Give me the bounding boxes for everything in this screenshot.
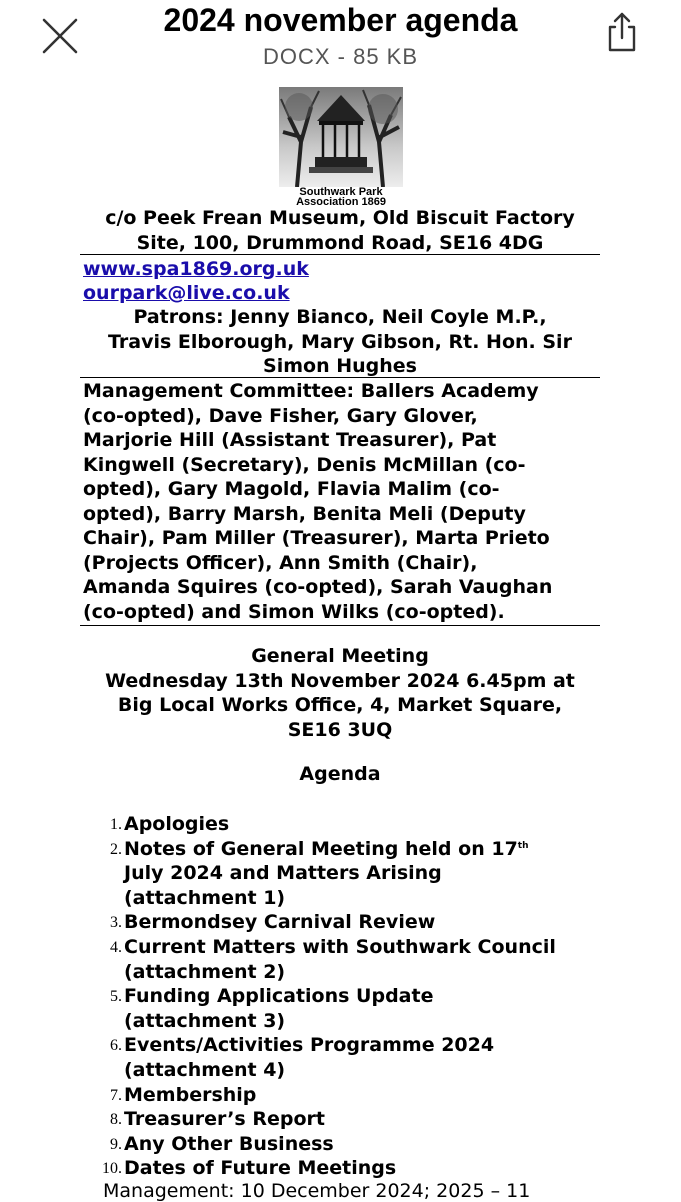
agenda-item: 3. Bermondsey Carnival Review	[110, 911, 436, 934]
share-button[interactable]	[600, 10, 644, 56]
committee-line: Kingwell (Secretary), Denis McMillan (co-	[83, 453, 526, 476]
agenda-item: 9. Any Other Business	[110, 1132, 334, 1155]
agenda-list	[94, 812, 600, 1181]
committee-line: opted), Barry Marsh, Benita Meli (Deputy	[83, 502, 526, 525]
patrons-block	[80, 305, 600, 379]
agenda-heading: Agenda	[299, 763, 381, 785]
patrons-line: Simon Hughes	[263, 355, 417, 377]
meeting-line: Big Local Works Office, 4, Market Square,	[117, 694, 563, 716]
meeting-line: SE16 3UQ	[287, 718, 393, 741]
address-line: Site, 100, Drummond Road, SE16 4DG	[136, 231, 544, 254]
website-link[interactable]: www.spa1869.org.uk	[83, 258, 309, 280]
committee-line: Marjorie Hill (Assistant Treasurer), Pat	[83, 429, 497, 451]
document-title: 2024 november agenda	[163, 2, 518, 38]
agenda-item: 2. Notes of General Meeting held on 17th July 2024 and Matters Arising (attachment 1)	[110, 837, 529, 909]
committee-line: Amanda Squires (co-opted), Sarah Vaughan	[83, 576, 553, 598]
agenda-item: 10. Dates of Future Meetings	[102, 1157, 397, 1180]
logo-caption	[279, 187, 403, 207]
committee-line: Management Committee: Ballers Academy	[83, 380, 539, 402]
meeting-title: General Meeting	[251, 645, 429, 667]
divider	[80, 377, 600, 378]
agenda-item: 1. Apologies	[110, 813, 230, 835]
logo-caption-line2: Association 1869	[296, 196, 386, 208]
document-header	[0, 0, 681, 78]
divider	[80, 625, 600, 626]
patrons-line: Travis Elborough, Mary Gibson, Rt. Hon. Sir	[108, 330, 572, 353]
committee-line: opted), Gary Magold, Flavia Malim (co-	[83, 478, 500, 500]
patrons-line: Patrons: Jenny Bianco, Neil Coyle M.P.,	[133, 306, 547, 328]
agenda-item: 8. Treasurer’s Report	[110, 1108, 325, 1131]
share-icon	[600, 10, 644, 56]
agenda-item: 7. Membership	[110, 1083, 257, 1106]
agenda-item: 5. Funding Applications Update (attachment 3)	[110, 985, 434, 1032]
agenda-item: 6. Events/Activities Programme 2024 (attachment 4)	[110, 1034, 495, 1081]
committee-line: (Projects Officer), Ann Smith (Chair),	[83, 551, 478, 574]
bandstand-tree-logo-image	[279, 87, 403, 187]
meeting-line: Wednesday 13th November 2024 6.45pm at	[105, 669, 575, 692]
divider	[80, 254, 600, 255]
address-block	[80, 206, 600, 255]
footer-partial-line: Management: 10 December 2024; 2025 – 11	[103, 1180, 531, 1202]
meeting-block	[80, 644, 600, 742]
committee-block	[83, 379, 600, 624]
agenda-item: 4. Current Matters with Southwark Council (attachment 2)	[110, 935, 556, 983]
committee-line: (co-opted) and Simon Wilks (co-opted).	[83, 600, 505, 623]
address-line: c/o Peek Frean Museum, Old Biscuit Factory	[105, 207, 575, 229]
document-meta: DOCX - 85 KB	[262, 44, 419, 69]
email-link[interactable]: ourpark@live.co.uk	[83, 282, 290, 304]
logo-caption-line1: Southwark Park	[299, 186, 383, 198]
committee-line: Chair), Pam Miller (Treasurer), Marta Prieto	[83, 527, 550, 549]
association-logo	[279, 87, 403, 207]
committee-line: (co-opted), Dave Fisher, Gary Glover,	[83, 404, 478, 427]
